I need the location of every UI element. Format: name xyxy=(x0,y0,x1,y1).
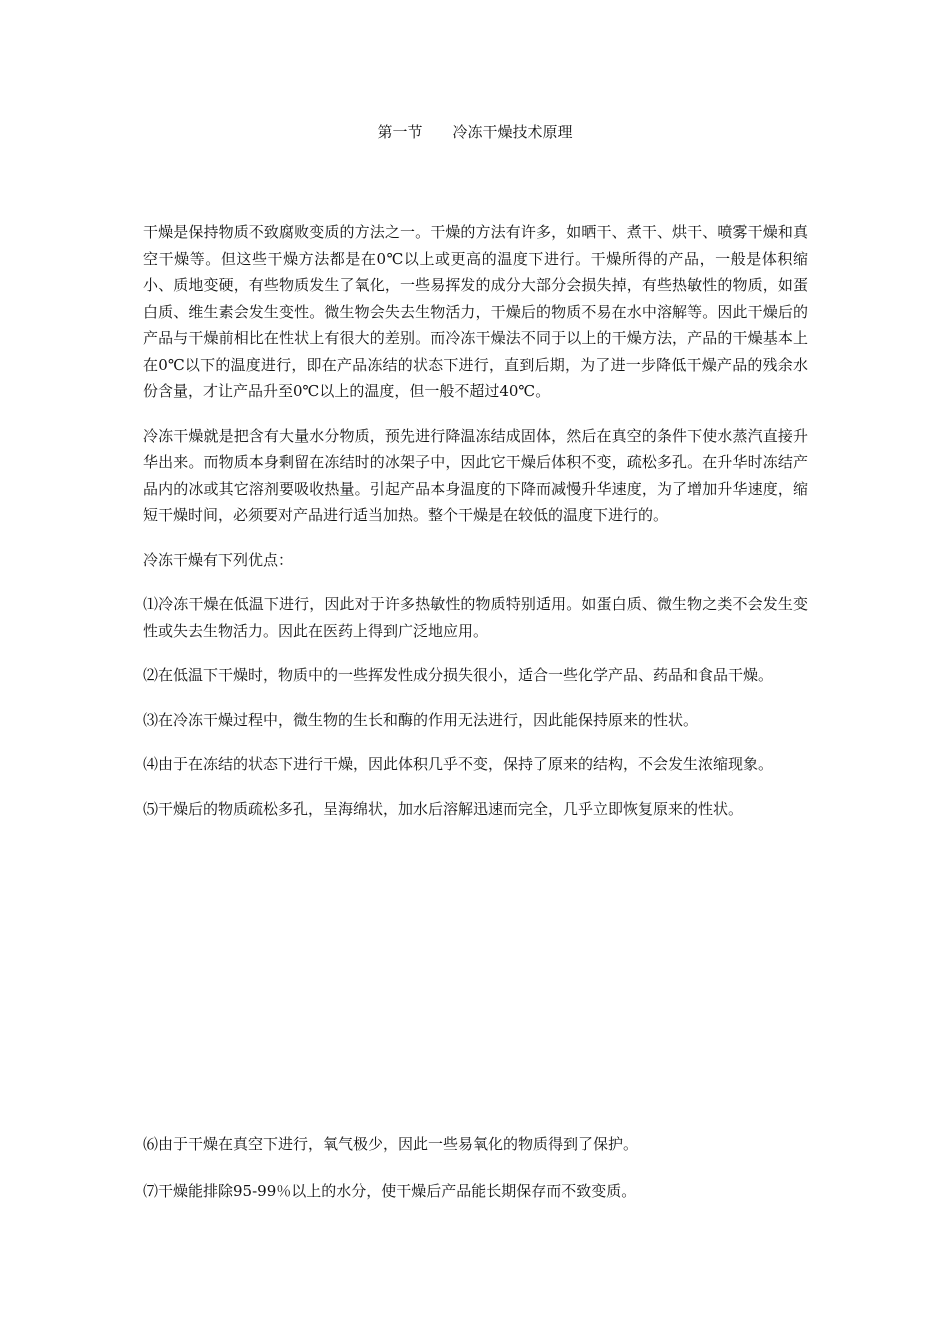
body-text xyxy=(143,219,808,822)
list-item-advantage-6: ⑹由于干燥在真空下进行，氧气极少，因此一些易氧化的物质得到了保护。 xyxy=(143,1135,639,1153)
paragraph-advantages-heading: 冷冻干燥有下列优点： xyxy=(143,550,294,569)
list-item-advantage-3: ⑶在冷冻干燥过程中，微生物的生长和酶的作用无法进行，因此能保持原来的性状。 xyxy=(143,710,699,729)
section-title: 第一节 冷冻干燥技术原理 xyxy=(377,123,573,141)
paragraph-definition: 冷冻干燥就是把含有大量水分物质，预先进行降温冻结成固体，然后在真空的条件下使水蒸汽直接升华出来。而物质本身剩留在冻结时的冰架子中，因此它干燥后体积不变，疏松多孔。在升华时冻结产品内的冰或其它溶剂要吸收热量。引起产品本身温度的下降而减慢升华速度，为了增加升华速度，缩短干燥时间，必须要对产品进行适当加热。整个干燥是在较低的温度下进行的。 xyxy=(143,426,808,524)
body-text-continued xyxy=(143,1131,808,1204)
paragraph-intro: 干燥是保持物质不致腐败变质的方法之一。干燥的方法有许多，如晒干、煮干、烘干、喷雾干燥和真空干燥等。但这些干燥方法都是在0℃以上或更高的温度下进行。干燥所得的产品，一般是体积缩小、质地变硬，有些物质发生了氧化，一些易挥发的成分大部分会损失掉，有些热敏性的物质，如蛋白质、维生素会发生变性。微生物会失去生物活力，干燥后的物质不易在水中溶解等。因此干燥后的产品与干燥前相比在性状上有很大的差别。而冷冻干燥法不同于以上的干燥方法，产品的干燥基本上在0℃以下的温度进行，即在产品冻结的状态下进行，直到后期，为了进一步降低干燥产品的残余水份含量，才让产品升至0℃以上的温度，但一般不超过40℃。 xyxy=(143,223,808,400)
list-item-advantage-4: ⑷由于在冻结的状态下进行干燥，因此体积几乎不变，保持了原来的结构，不会发生浓缩现象。 xyxy=(143,755,774,773)
list-item-advantage-2: ⑵在低温下干燥时，物质中的一些挥发性成分损失很小，适合一些化学产品、药品和食品干燥。 xyxy=(143,666,774,684)
list-item-advantage-7: ⑺干燥能排除95-99％以上的水分，使干燥后产品能长期保存而不致变质。 xyxy=(143,1181,637,1200)
list-item-advantage-5: ⑸干燥后的物质疏松多孔，呈海绵状，加水后溶解迅速而完全，几乎立即恢复原来的性状。 xyxy=(143,799,744,818)
list-item-advantage-1: ⑴冷冻干燥在低温下进行，因此对于许多热敏性的物质特别适用。如蛋白质、微生物之类不会发生变性或失去生物活力。因此在医药上得到广泛地应用。 xyxy=(143,595,808,640)
